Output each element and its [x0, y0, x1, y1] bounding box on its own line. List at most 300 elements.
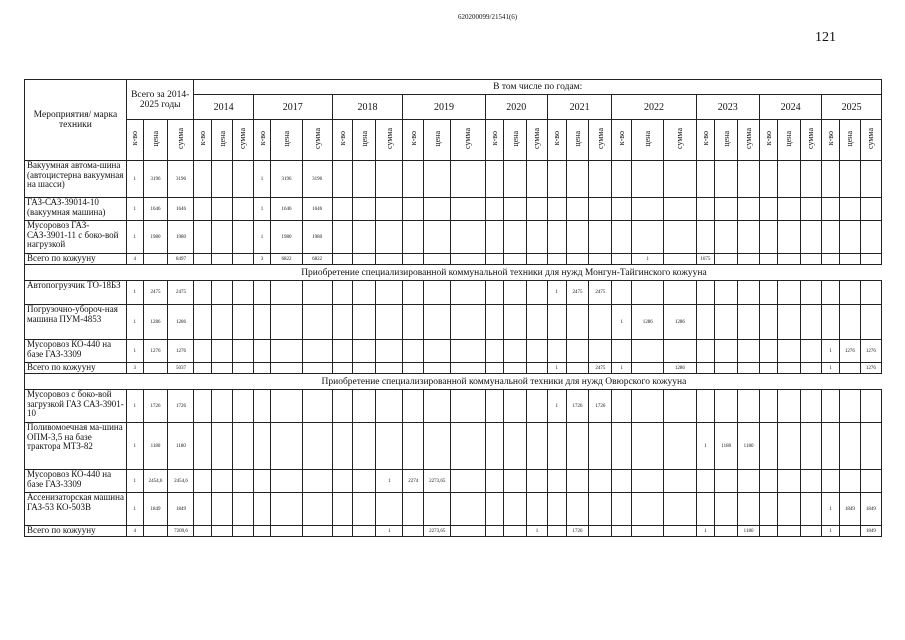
cell-sum — [451, 254, 485, 265]
cell-sum — [738, 221, 760, 254]
cell-price: 6822 — [271, 254, 302, 265]
cell-price — [424, 363, 451, 374]
cell-qty: 1 — [126, 221, 143, 254]
cell-qty — [485, 305, 504, 340]
cell-sum — [800, 390, 822, 423]
cell-price — [777, 423, 800, 470]
header-sub-price: цена — [424, 120, 451, 161]
cell-sum — [376, 161, 403, 198]
section-title: Приобретение специализированной коммунальной техники для нужд Монгун-Тайгинского кожууна — [126, 265, 881, 281]
cell-price — [353, 470, 376, 493]
cell-price — [353, 281, 376, 305]
cell-price: 1726 — [566, 526, 589, 537]
cell-price — [212, 254, 233, 265]
cell-price — [212, 281, 233, 305]
cell-qty — [547, 161, 566, 198]
section-spacer — [25, 374, 127, 390]
cell-qty — [485, 340, 504, 363]
cell-qty — [696, 161, 715, 198]
cell-sum — [302, 305, 332, 340]
cell-price — [715, 281, 738, 305]
cell-qty — [194, 493, 212, 526]
cell-qty — [696, 363, 715, 374]
cell-qty — [822, 161, 840, 198]
cell-qty: 1 — [547, 390, 566, 423]
cell-price — [271, 470, 302, 493]
cell-sum — [376, 221, 403, 254]
cell-sum — [664, 423, 696, 470]
cell-price — [566, 161, 589, 198]
cell-sum — [664, 390, 696, 423]
cell-qty — [822, 470, 840, 493]
cell-sum: 3196 — [302, 161, 332, 198]
header-year-2020: 2020 — [485, 95, 547, 120]
cell-price: 1180 — [715, 423, 738, 470]
cell-sum — [589, 340, 612, 363]
cell-qty — [547, 340, 566, 363]
cell-sum — [451, 363, 485, 374]
cell-qty — [403, 281, 424, 305]
cell-price — [840, 363, 861, 374]
cell-sum — [800, 340, 822, 363]
cell-sum — [527, 161, 548, 198]
row-name: Мусоровоз КО-440 на базе ГАЗ-3309 — [25, 470, 127, 493]
header-year-2025: 2025 — [822, 95, 882, 120]
cell-sum — [527, 254, 548, 265]
cell-price — [271, 281, 302, 305]
cell-qty: 1 — [822, 363, 840, 374]
cell-sum — [451, 423, 485, 470]
cell-sum — [376, 340, 403, 363]
cell-qty — [696, 198, 715, 221]
cell-price — [566, 470, 589, 493]
cell-qty — [612, 390, 632, 423]
header-sub-qty: к-во — [126, 120, 143, 161]
cell-sum — [664, 254, 696, 265]
cell-price — [212, 221, 233, 254]
cell-price — [840, 470, 861, 493]
cell-price — [777, 390, 800, 423]
cell-qty — [253, 390, 271, 423]
cell-price — [424, 221, 451, 254]
cell-qty: 1 — [126, 281, 143, 305]
cell-sum — [527, 493, 548, 526]
cell-qty — [759, 161, 777, 198]
header-sub-sum: сумма — [376, 120, 403, 161]
cell-price — [212, 493, 233, 526]
cell-qty — [403, 363, 424, 374]
cell-qty — [194, 305, 212, 340]
cell-price — [840, 526, 861, 537]
header-year-2014: 2014 — [194, 95, 253, 120]
cell-sum — [451, 161, 485, 198]
cell-price — [715, 390, 738, 423]
cell-price: 1980 — [271, 221, 302, 254]
header-year-2019: 2019 — [403, 95, 485, 120]
cell-qty — [759, 305, 777, 340]
cell-price — [777, 281, 800, 305]
header-sub-price: цена — [143, 120, 168, 161]
cell-qty — [759, 526, 777, 537]
header-sub-sum: сумма — [232, 120, 253, 161]
cell-sum — [451, 198, 485, 221]
cell-price: 2454,6 — [143, 470, 168, 493]
cell-sum — [738, 470, 760, 493]
cell-sum: 6822 — [302, 254, 332, 265]
cell-sum — [738, 198, 760, 221]
table-row — [25, 470, 882, 493]
cell-price — [271, 305, 302, 340]
cell-qty: 1 — [126, 198, 143, 221]
header-sub-qty: к-во — [612, 120, 632, 161]
cell-qty: 1 — [822, 340, 840, 363]
cell-price — [840, 423, 861, 470]
cell-sum: 8497 — [168, 254, 194, 265]
cell-qty — [194, 526, 212, 537]
cell-qty — [485, 423, 504, 470]
cell-sum: 2475 — [589, 363, 612, 374]
header-sub-sum: сумма — [589, 120, 612, 161]
cell-sum — [664, 340, 696, 363]
cell-price: 3196 — [143, 161, 168, 198]
cell-qty — [194, 470, 212, 493]
cell-qty — [696, 470, 715, 493]
cell-qty — [403, 390, 424, 423]
cell-price — [504, 281, 527, 305]
cell-price — [504, 390, 527, 423]
cell-qty — [822, 198, 840, 221]
cell-price — [632, 363, 664, 374]
cell-sum — [589, 305, 612, 340]
cell-price — [777, 198, 800, 221]
cell-qty — [403, 493, 424, 526]
cell-sum — [302, 526, 332, 537]
cell-qty — [485, 363, 504, 374]
cell-sum — [800, 221, 822, 254]
cell-sum: 1726 — [589, 390, 612, 423]
total-row — [25, 363, 882, 374]
cell-price — [424, 305, 451, 340]
cell-qty: 1 — [126, 161, 143, 198]
cell-sum: 1646 — [168, 198, 194, 221]
cell-sum — [232, 423, 253, 470]
cell-price — [504, 526, 527, 537]
cell-price — [271, 423, 302, 470]
cell-price — [566, 254, 589, 265]
header-sub-price: цена — [715, 120, 738, 161]
cell-price — [777, 161, 800, 198]
cell-sum: 1286 — [664, 305, 696, 340]
header-sub-qty: к-во — [485, 120, 504, 161]
cell-qty — [759, 470, 777, 493]
cell-qty: 1 — [612, 363, 632, 374]
cell-qty: 3 — [253, 254, 271, 265]
cell-qty — [547, 493, 566, 526]
cell-sum — [527, 423, 548, 470]
cell-qty — [253, 423, 271, 470]
cell-price — [777, 363, 800, 374]
cell-sum — [527, 221, 548, 254]
cell-sum — [860, 423, 881, 470]
cell-sum — [232, 254, 253, 265]
cell-price — [715, 470, 738, 493]
cell-sum — [527, 470, 548, 493]
cell-price — [632, 161, 664, 198]
cell-sum: 1849 — [860, 526, 881, 537]
table-row — [25, 198, 882, 221]
cell-qty — [612, 281, 632, 305]
table-row — [25, 305, 882, 340]
header-sub-sum: сумма — [738, 120, 760, 161]
cell-price: 2475 — [143, 281, 168, 305]
cell-price — [143, 254, 168, 265]
header-sub-sum: сумма — [451, 120, 485, 161]
header-sub-qty: к-во — [403, 120, 424, 161]
header-year-2022: 2022 — [612, 95, 696, 120]
cell-qty — [403, 161, 424, 198]
cell-qty — [696, 221, 715, 254]
cell-qty — [612, 254, 632, 265]
cell-sum — [664, 221, 696, 254]
cell-sum: 1 — [376, 526, 403, 537]
cell-sum — [302, 493, 332, 526]
cell-sum — [376, 493, 403, 526]
cell-qty — [612, 198, 632, 221]
cell-sum — [376, 390, 403, 423]
cell-sum: 7209,6 — [168, 526, 194, 537]
table-row — [25, 340, 882, 363]
cell-qty — [759, 390, 777, 423]
row-name: Всего по кожууну — [25, 526, 127, 537]
cell-sum — [302, 423, 332, 470]
cell-price — [504, 470, 527, 493]
cell-price — [566, 493, 589, 526]
cell-sum: 1849 — [168, 493, 194, 526]
header-sub-qty: к-во — [547, 120, 566, 161]
cell-price — [715, 198, 738, 221]
cell-sum — [232, 221, 253, 254]
cell-price: 1726 — [143, 390, 168, 423]
cell-qty — [696, 305, 715, 340]
cell-qty — [403, 423, 424, 470]
cell-price — [212, 340, 233, 363]
cell-price — [424, 281, 451, 305]
cell-price — [353, 390, 376, 423]
cell-sum — [302, 281, 332, 305]
cell-sum — [738, 254, 760, 265]
cell-price — [504, 340, 527, 363]
cell-price — [504, 161, 527, 198]
cell-price — [632, 423, 664, 470]
cell-price — [424, 493, 451, 526]
cell-price — [840, 281, 861, 305]
cell-qty — [547, 423, 566, 470]
row-name: Мусоровоз КО-440 на базе ГАЗ-3309 — [25, 340, 127, 363]
cell-qty — [822, 254, 840, 265]
cell-sum: 1849 — [860, 493, 881, 526]
row-name: Мусоровоз с боко-вой загрузкой ГАЗ САЗ-3901-10 — [25, 390, 127, 423]
section-row — [25, 374, 882, 390]
header-sub-qty: к-во — [696, 120, 715, 161]
cell-qty — [547, 470, 566, 493]
cell-qty — [194, 390, 212, 423]
cell-qty — [194, 423, 212, 470]
cell-price — [566, 305, 589, 340]
cell-qty: 1 — [547, 363, 566, 374]
cell-qty — [612, 526, 632, 537]
cell-qty: 1 — [696, 423, 715, 470]
cell-sum: 1 — [527, 526, 548, 537]
cell-qty — [332, 161, 353, 198]
section-title: Приобретение специализированной коммунальной техники для нужд Овюрского кожууна — [126, 374, 881, 390]
cell-price — [353, 221, 376, 254]
cell-sum — [527, 281, 548, 305]
cell-price — [424, 390, 451, 423]
cell-price — [504, 493, 527, 526]
cell-qty — [485, 221, 504, 254]
cell-sum — [800, 254, 822, 265]
cell-sum: 1180 — [738, 526, 760, 537]
cell-price — [212, 390, 233, 423]
cell-price — [715, 221, 738, 254]
total-row — [25, 254, 882, 265]
cell-sum: 1180 — [738, 423, 760, 470]
cell-sum — [664, 198, 696, 221]
cell-qty — [253, 470, 271, 493]
cell-sum — [800, 423, 822, 470]
cell-sum: 3196 — [168, 161, 194, 198]
cell-sum — [232, 470, 253, 493]
cell-sum — [451, 281, 485, 305]
cell-sum: 1276 — [860, 340, 881, 363]
table-row — [25, 390, 882, 423]
cell-qty — [822, 390, 840, 423]
cell-sum — [376, 423, 403, 470]
cell-qty: 1 — [126, 390, 143, 423]
cell-price — [715, 305, 738, 340]
cell-price — [212, 526, 233, 537]
cell-price — [632, 470, 664, 493]
cell-qty — [485, 281, 504, 305]
header-year-2024: 2024 — [759, 95, 821, 120]
cell-qty: 2274 — [403, 470, 424, 493]
cell-sum — [738, 493, 760, 526]
cell-sum — [664, 526, 696, 537]
cell-price — [566, 198, 589, 221]
cell-qty — [485, 198, 504, 221]
cell-qty — [194, 281, 212, 305]
cell-price — [632, 198, 664, 221]
table-row — [25, 493, 882, 526]
cell-price — [840, 221, 861, 254]
cell-price: 1849 — [143, 493, 168, 526]
cell-qty — [547, 221, 566, 254]
header-sub-qty: к-во — [253, 120, 271, 161]
cell-price — [632, 390, 664, 423]
cell-qty — [403, 305, 424, 340]
cell-price: 1646 — [143, 198, 168, 221]
cell-sum — [860, 254, 881, 265]
cell-qty — [696, 281, 715, 305]
cell-sum — [376, 305, 403, 340]
cell-price — [271, 390, 302, 423]
cell-price — [504, 305, 527, 340]
header-sub-sum: сумма — [664, 120, 696, 161]
cell-price — [424, 254, 451, 265]
cell-price — [777, 340, 800, 363]
header-year-2023: 2023 — [696, 95, 759, 120]
cell-qty — [759, 281, 777, 305]
cell-qty — [696, 340, 715, 363]
cell-qty: 1 — [822, 493, 840, 526]
section-row — [25, 265, 882, 281]
cell-qty — [547, 254, 566, 265]
cell-qty — [612, 470, 632, 493]
cell-price: 1646 — [271, 198, 302, 221]
cell-price — [840, 161, 861, 198]
cell-price — [566, 363, 589, 374]
cell-qty — [253, 340, 271, 363]
cell-qty — [759, 493, 777, 526]
header-sub-qty: к-во — [332, 120, 353, 161]
cell-sum — [376, 198, 403, 221]
cell-price — [715, 340, 738, 363]
cell-sum — [451, 221, 485, 254]
cell-qty: 1 — [547, 281, 566, 305]
cell-sum: 2475 — [589, 281, 612, 305]
cell-price — [212, 363, 233, 374]
cell-sum — [302, 470, 332, 493]
cell-sum — [800, 363, 822, 374]
cell-price — [840, 390, 861, 423]
cell-qty — [194, 221, 212, 254]
cell-price — [632, 493, 664, 526]
cell-price — [715, 254, 738, 265]
cell-qty — [332, 198, 353, 221]
header-total: Всего за 2014-2025 годы — [126, 80, 194, 120]
cell-price — [566, 423, 589, 470]
cell-sum — [527, 363, 548, 374]
cell-sum — [232, 526, 253, 537]
cell-sum: 1726 — [168, 390, 194, 423]
cell-price — [424, 161, 451, 198]
cell-price — [353, 340, 376, 363]
cell-qty — [332, 390, 353, 423]
cell-qty — [485, 526, 504, 537]
cell-qty — [253, 281, 271, 305]
cell-sum — [232, 281, 253, 305]
cell-price — [840, 198, 861, 221]
cell-qty — [332, 526, 353, 537]
cell-sum: 1286 — [168, 305, 194, 340]
table-row — [25, 221, 882, 254]
cell-sum — [527, 390, 548, 423]
cell-price — [353, 363, 376, 374]
cell-sum: 2475 — [168, 281, 194, 305]
cell-qty: 4 — [126, 254, 143, 265]
cell-qty — [822, 281, 840, 305]
cell-sum — [860, 470, 881, 493]
cell-price — [840, 305, 861, 340]
cell-price — [715, 526, 738, 537]
cell-sum — [527, 198, 548, 221]
cell-price — [777, 470, 800, 493]
cell-qty — [759, 363, 777, 374]
header-name: Мероприятия/ марка техники — [25, 80, 127, 161]
cell-qty — [403, 221, 424, 254]
cell-price — [212, 198, 233, 221]
cell-price: 1980 — [143, 221, 168, 254]
